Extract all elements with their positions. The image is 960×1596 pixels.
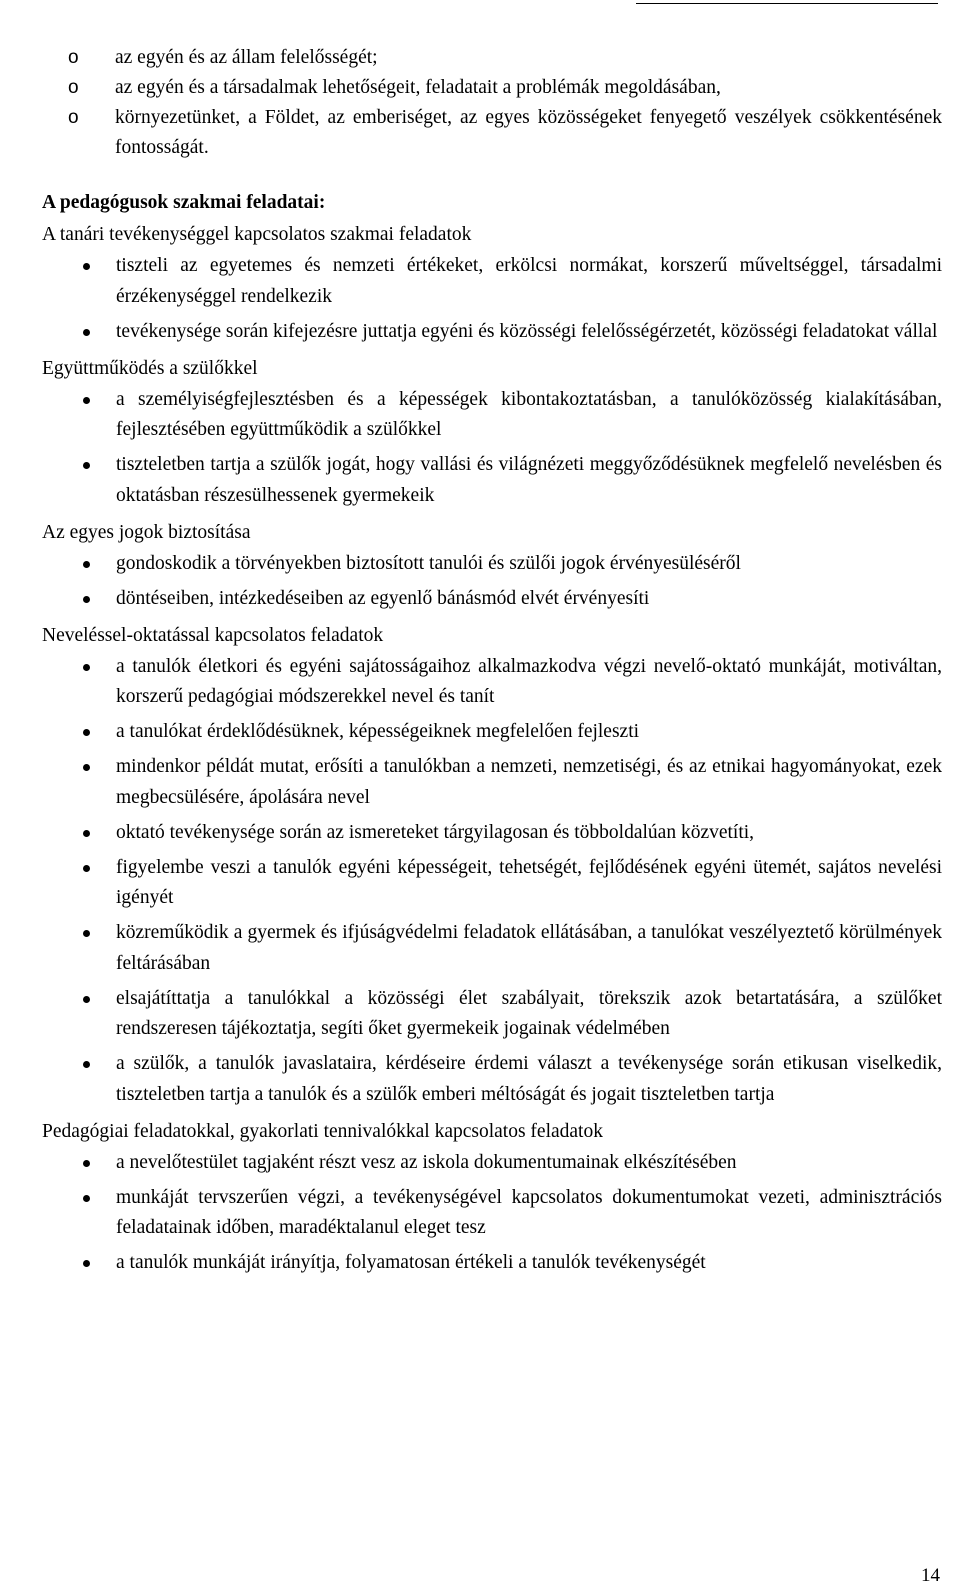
- list-item-text: környezetünket, a Földet, az emberiséget, az egyes közösségeket fenyegető veszélyek csökkentésének fontosságát.: [115, 107, 942, 158]
- list-item-text: oktató tevékenysége során az ismereteket tárgyilagosan és többoldalúan közvetíti,: [116, 821, 755, 843]
- subsection-title: A tanári tevékenységgel kapcsolatos szakmai feladatok: [42, 224, 472, 245]
- list-item-text: mindenkor példát mutat, erősíti a tanulókban a nemzeti, nemzetiségi, és az etnikai hagyományokat, ezek megbecsülésére, ápolására nevel: [116, 756, 942, 808]
- list-item: [42, 853, 942, 914]
- bullet-icon: [83, 830, 90, 837]
- bullet-icon: [83, 664, 90, 671]
- bullet-icon: [83, 329, 90, 336]
- list-item-text: figyelembe veszi a tanulók egyéni képességeit, tehetségét, fejlődésének egyéni ütemét, sajátos nevelési igényét: [116, 856, 942, 908]
- list-marker: o: [68, 47, 79, 68]
- bullet-list: [42, 1148, 942, 1279]
- list-item: [42, 752, 942, 813]
- list-item: [42, 1183, 942, 1244]
- bullet-icon: [83, 1260, 90, 1267]
- list-item: [42, 43, 942, 73]
- document-body: [42, 43, 942, 1283]
- bullet-icon: [83, 865, 90, 872]
- list-item-text: a tanulókat érdeklődésüknek, képességeiknek megfelelően fejleszti: [116, 721, 640, 742]
- list-item-text: munkáját tervszerűen végzi, a tevékenységével kapcsolatos dokumentumokat vezeti, adminisztrációs feladatainak időben, maradéktalanul eleget tesz: [116, 1186, 942, 1238]
- bullet-icon: [83, 764, 90, 771]
- list-item: [42, 103, 942, 163]
- list-item: [42, 717, 942, 748]
- intro-list: [42, 43, 942, 163]
- list-item: [42, 251, 942, 312]
- bullet-icon: [83, 462, 90, 469]
- bullet-icon: [83, 996, 90, 1003]
- bullet-list: [42, 652, 942, 1111]
- bullet-icon: [83, 561, 90, 568]
- list-item: [42, 317, 942, 348]
- list-item: [42, 1248, 942, 1279]
- bullet-list: [42, 385, 942, 512]
- bullet-icon: [83, 1160, 90, 1167]
- list-item-text: a tanulók életkori és egyéni sajátosságaihoz alkalmazkodva végzi nevelő-oktató munkáját, motiváltan, korszerű pedagógiai módszerekkel nevel és tanít: [116, 655, 942, 707]
- subsection-title: Együttműködés a szülőkkel: [42, 357, 258, 379]
- list-item-text: az egyén és a társadalmak lehetőségeit, feladatait a problémák megoldásában,: [115, 77, 721, 98]
- bullet-icon: [83, 729, 90, 736]
- list-marker: o: [68, 77, 79, 98]
- list-item-text: közreműködik a gyermek és ifjúságvédelmi feladatok ellátásában, a tanulókat veszélyeztető körülmények feltárásában: [116, 922, 942, 974]
- list-item-text: gondoskodik a törvényekben biztosított tanulói és szülői jogok érvényesüléséről: [116, 552, 741, 574]
- list-item: [42, 549, 942, 580]
- list-item: [42, 984, 942, 1045]
- bullet-icon: [83, 397, 90, 404]
- list-item-text: tevékenysége során kifejezésre juttatja egyéni és közösségi felelősségérzetét, közösségi feladatokat vállal: [116, 320, 938, 342]
- list-item-text: a tanulók munkáját irányítja, folyamatosan értékeli a tanulók tevékenységét: [116, 1252, 706, 1273]
- bullet-icon: [83, 1061, 90, 1068]
- bullet-icon: [83, 263, 90, 270]
- list-item: [42, 1049, 942, 1110]
- list-item-text: az egyén és az állam felelősségét;: [115, 47, 378, 68]
- list-item-text: a nevelőtestület tagjaként részt vesz az iskola dokumentumainak elkészítésében: [116, 1151, 737, 1173]
- subsection-title: Az egyes jogok biztosítása: [42, 521, 251, 543]
- bullet-icon: [83, 596, 90, 603]
- list-item: [42, 1148, 942, 1179]
- list-item: [42, 818, 942, 849]
- list-item-text: a szülők, a tanulók javaslataira, kérdéseire érdemi választ a tevékenysége során etikusan viselkedik, tiszteletben tartja a tanulók és a szülők emberi méltóságát és jogait tiszteletben tartja: [116, 1053, 942, 1105]
- list-item: [42, 385, 942, 446]
- list-item-text: döntéseiben, intézkedéseiben az egyenlő bánásmód elvét érvényesíti: [116, 587, 650, 609]
- list-item-text: tiszteli az egyetemes és nemzeti értékeket, erkölcsi normákat, korszerű műveltséggel, társadalmi érzékenységgel rendelkezik: [116, 255, 942, 307]
- list-item: [42, 73, 942, 103]
- bullet-list: [42, 549, 942, 615]
- subsection-title: Neveléssel-oktatással kapcsolatos feladatok: [42, 624, 384, 646]
- list-item: [42, 918, 942, 979]
- bullet-list: [42, 251, 942, 347]
- list-item: [42, 450, 942, 511]
- header-rule: [636, 3, 938, 4]
- bullet-icon: [83, 1195, 90, 1202]
- section-heading: A pedagógusok szakmai feladatai:: [42, 192, 326, 213]
- bullet-icon: [83, 930, 90, 937]
- list-item-text: a személyiségfejlesztésben és a képességek kibontakoztatásban, a tanulóközösség kialakításában, fejlesztésében együttműködik a szülőkkel: [116, 388, 942, 440]
- list-item-text: elsajátíttatja a tanulókkal a közösségi élet szabályait, törekszik azok betartatására, a szülőket rendszeresen tájékoztatja, segíti őket gyermekeik jogainak védelmében: [116, 987, 942, 1039]
- subsection-title: Pedagógiai feladatokkal, gyakorlati tennivalókkal kapcsolatos feladatok: [42, 1120, 603, 1142]
- list-item: [42, 584, 942, 615]
- list-marker: o: [68, 107, 79, 128]
- page-number: 14: [921, 1565, 940, 1586]
- list-item: [42, 652, 942, 713]
- list-item-text: tiszteletben tartja a szülők jogát, hogy vallási és világnézeti meggyőződésüknek megfelelő nevelésben és oktatásban részesülhessenek gyermekeik: [116, 454, 942, 506]
